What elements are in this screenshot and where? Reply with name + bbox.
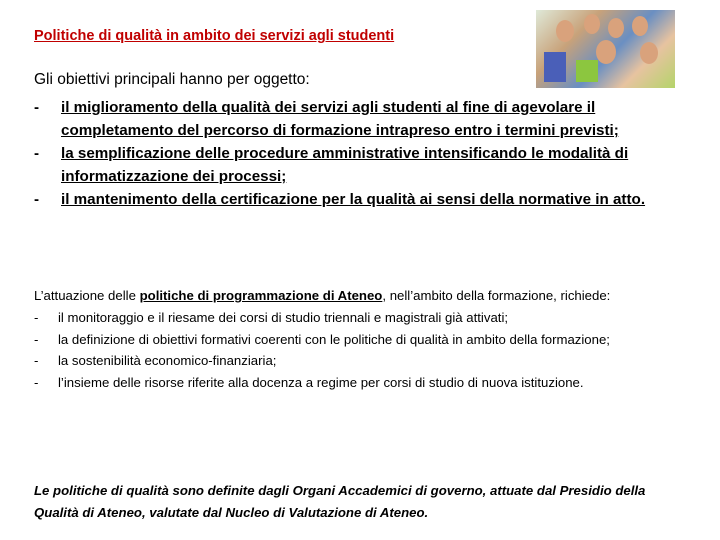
page-title: Politiche di qualità in ambito dei servizi agli studenti bbox=[34, 28, 395, 44]
requirement-text: la sostenibilità economico-finanziaria; bbox=[58, 353, 277, 369]
programming-policies-link[interactable]: politiche di programmazione di Ateneo bbox=[139, 288, 383, 303]
bullet: - bbox=[34, 353, 39, 369]
bullet: - bbox=[34, 309, 39, 325]
list-item bbox=[34, 350, 668, 372]
implementation-section bbox=[34, 285, 668, 394]
objectives-list bbox=[34, 96, 696, 211]
implementation-lead bbox=[34, 285, 668, 307]
list-item bbox=[34, 188, 696, 211]
requirement-text: il monitoraggio e il riesame dei corsi di studio triennali e magistrali già attivati; bbox=[58, 309, 509, 325]
list-item bbox=[34, 329, 668, 351]
lead-text: L’attuazione delle bbox=[34, 288, 140, 303]
objective-text: il mantenimento della certificazione per la qualità ai sensi della normative in atto. bbox=[61, 191, 646, 208]
list-item bbox=[34, 372, 668, 394]
list-item bbox=[34, 142, 696, 188]
bullet: - bbox=[34, 375, 39, 391]
bullet: - bbox=[34, 191, 40, 208]
bullet: - bbox=[34, 331, 39, 347]
intro-text: Gli obiettivi principali hanno per oggetto: bbox=[34, 71, 310, 88]
requirements-list bbox=[34, 307, 668, 394]
objective-text: il miglioramento della qualità dei servizi agli studenti al fine di agevolare il completamento del percorso di formazione intrapreso entro i termini previsti; bbox=[61, 99, 619, 139]
lead-text: , nell’ambito della formazione, richiede: bbox=[382, 288, 611, 303]
bullet: - bbox=[34, 99, 40, 116]
closing-statement: Le politiche di qualità sono definite dagli Organi Accademici di governo, attuate dal Presidio della Qualità di Ateneo, valutate dal Nucleo di Valutazione di Ateneo. bbox=[34, 483, 646, 520]
list-item bbox=[34, 96, 696, 142]
requirement-text: l’insieme delle risorse riferite alla docenza a regime per corsi di studio di nuova istituzione. bbox=[58, 375, 584, 391]
list-item bbox=[34, 307, 668, 329]
bullet: - bbox=[34, 145, 40, 162]
students-photo bbox=[536, 10, 675, 88]
requirement-text: la definizione di obiettivi formativi coerenti con le politiche di qualità in ambito della formazione; bbox=[58, 331, 610, 347]
objective-text: la semplificazione delle procedure amministrative intensificando le modalità di informatizzazione dei processi; bbox=[61, 145, 629, 185]
